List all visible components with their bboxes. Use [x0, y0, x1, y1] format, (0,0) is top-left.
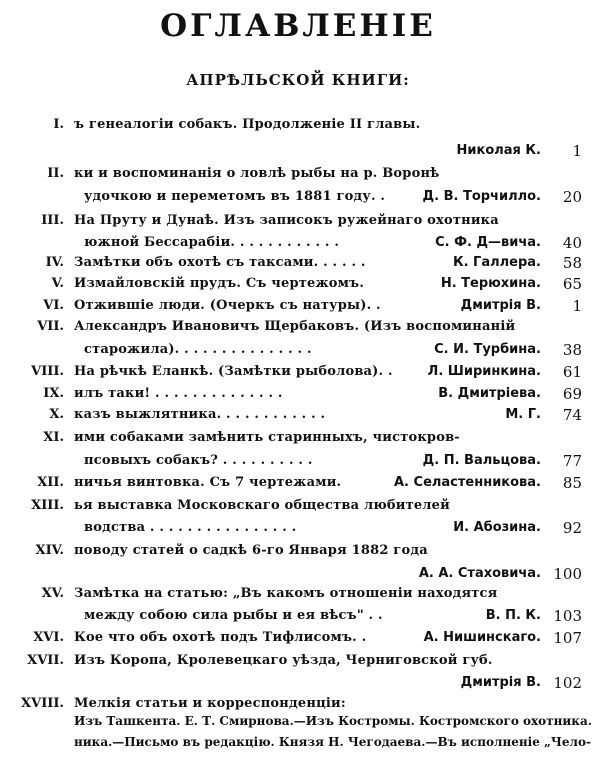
entry-author: Л. Ширинкина.	[427, 364, 541, 379]
entry-author: М. Г.	[505, 407, 541, 422]
entry-author: Николая К.	[456, 143, 541, 158]
entry-number: III.	[41, 213, 64, 228]
page-title: ОГЛАВЛЕНIЕ	[160, 8, 436, 44]
toc-entry	[0, 495, 596, 517]
entry-author: Д. П. Вальцова.	[422, 453, 541, 468]
entry-page-number: 61	[562, 363, 582, 381]
entry-author: А. Селастенникова.	[394, 475, 541, 490]
entry-page-number: 74	[562, 406, 582, 424]
toc-entry	[0, 650, 596, 672]
entry-author: Д. В. Торчилло.	[422, 189, 541, 204]
entry-number: XI.	[43, 430, 64, 445]
entry-page-number: 65	[562, 275, 582, 293]
entry-title: казъ выжлятника. . . . . . . . . . . .	[74, 407, 326, 422]
entry-author: В. Дмитрiева.	[438, 386, 541, 401]
toc-entry	[0, 427, 596, 449]
toc-entry	[0, 114, 596, 136]
toc-entry	[0, 295, 596, 317]
entry-title: старожила). . . . . . . . . . . . . . .	[84, 342, 312, 357]
entry-number: VII.	[37, 319, 64, 334]
entry-page-number: 107	[553, 629, 582, 647]
entry-title: Кое что объ охотѣ подъ Тифлисомъ. .	[74, 630, 367, 645]
entry-number: V.	[51, 276, 64, 291]
entry-author: Дмитрiя В.	[460, 298, 541, 313]
footer-line-1: Изъ Ташкента. Е. Т. Смирнова.—Изъ Костромы. Костромского охотника.	[74, 714, 592, 728]
entry-title: псовыхъ собакъ? . . . . . . . . . .	[84, 453, 313, 468]
toc-entry	[0, 540, 596, 562]
entry-title: Замѣтки объ охотѣ съ таксами. . . . . .	[74, 255, 366, 270]
entry-title: поводу статей о садкѣ 6-го Января 1882 года	[74, 543, 428, 558]
entry-title: ничья винтовка. Съ 7 чертежами.	[74, 475, 342, 490]
entry-number: VIII.	[31, 364, 64, 379]
toc-entry	[0, 450, 596, 472]
toc-entry	[0, 316, 596, 338]
entry-author: С. Ф. Д—вича.	[435, 235, 541, 250]
entry-title: между собою сила рыбы и ея вѣсъ" . .	[84, 608, 383, 623]
entry-author: Дмитрiя В.	[460, 675, 541, 690]
entry-number: XIV.	[35, 543, 64, 558]
toc-entry	[0, 404, 596, 426]
footer-line-2: ника.—Письмо въ редакцiю. Князя Н. Чегодаева.—Въ исполненiе „Чело-	[74, 735, 591, 749]
entry-title: Александръ Ивановичъ Щербаковъ. (Изъ воспоминанiй	[74, 319, 516, 334]
entry-title: ъ генеалогiи собакъ. Продолженiе II главы.	[74, 117, 421, 132]
entry-number: X.	[49, 407, 64, 422]
entry-title: ими собаками замѣнить старинныхъ, чистокров-	[74, 430, 460, 445]
toc-entry	[0, 383, 596, 405]
entry-title: Отжившiе люди. (Очеркъ съ натуры). .	[74, 298, 381, 313]
entry-title: Замѣтка на статью: „Въ какомъ отношенiи находятся	[74, 586, 498, 601]
page-subtitle: АПРѢЛЬСКОЙ КНИГИ:	[186, 71, 410, 89]
entry-page-number: 69	[562, 385, 582, 403]
entry-author: И. Абозина.	[453, 520, 541, 535]
entry-number: XVIII.	[21, 696, 64, 711]
entry-title: На рѣчкѣ Еланкѣ. (Замѣтки рыболова). .	[74, 364, 393, 379]
entry-number: II.	[47, 166, 64, 181]
entry-page-number: 102	[553, 674, 582, 692]
entry-page-number: 92	[562, 519, 582, 537]
entry-author: А. А. Стаховича.	[418, 566, 541, 581]
entry-title: южной Бессарабiи. . . . . . . . . . . .	[84, 235, 340, 250]
entry-author: А. Нишинскаго.	[423, 630, 541, 645]
entry-title: Измайловскiй прудъ. Съ чертежомъ.	[74, 276, 365, 291]
entry-number: IX.	[43, 386, 64, 401]
toc-entry	[0, 361, 596, 383]
entry-title: водства . . . . . . . . . . . . . . . .	[84, 520, 297, 535]
entry-page-number: 77	[562, 452, 582, 470]
toc-entry	[0, 605, 596, 627]
entry-page-number: 100	[553, 565, 582, 583]
entry-title: ья выставка Московскаго общества любителей	[74, 498, 450, 513]
entry-title: Мелкiя статьи и корреспонденцiи:	[74, 696, 346, 711]
entry-number: XVII.	[27, 653, 64, 668]
entry-author: В. П. К.	[485, 608, 541, 623]
toc-entry	[0, 583, 596, 605]
toc-entry	[0, 186, 596, 208]
toc-entry	[0, 163, 596, 185]
entry-title: На Пруту и Дунаѣ. Изъ записокъ ружейнаго охотника	[74, 213, 499, 228]
entry-number: XII.	[37, 475, 64, 490]
entry-page-number: 58	[562, 254, 582, 272]
entry-page-number: 1	[572, 142, 582, 160]
entry-number: VI.	[43, 298, 64, 313]
toc-entry	[0, 252, 596, 274]
entry-page-number: 38	[562, 341, 582, 359]
toc-entry	[0, 672, 596, 694]
toc-entry	[0, 563, 596, 585]
entry-title: илъ таки! . . . . . . . . . . . . . .	[74, 386, 283, 401]
entry-page-number: 40	[562, 234, 582, 252]
entry-page-number: 20	[562, 188, 582, 206]
toc-entry	[0, 210, 596, 232]
toc-entry	[0, 232, 596, 254]
entry-page-number: 103	[553, 607, 582, 625]
entry-author: К. Галлера.	[452, 255, 541, 270]
toc-entry	[0, 140, 596, 162]
toc-entry	[0, 517, 596, 539]
entry-number: IV.	[45, 255, 64, 270]
toc-entry	[0, 627, 596, 649]
entry-number: XVI.	[33, 630, 64, 645]
entry-number: I.	[53, 117, 64, 132]
entry-title: Изъ Коропа, Кролевецкаго уѣзда, Черниговской губ.	[74, 653, 493, 668]
entry-page-number: 1	[572, 297, 582, 315]
entry-number: XIII.	[31, 498, 64, 513]
entry-number: XV.	[41, 586, 64, 601]
entry-page-number: 85	[562, 474, 582, 492]
toc-entry	[0, 472, 596, 494]
entry-author: Н. Терюхина.	[440, 276, 541, 291]
toc-entry	[0, 339, 596, 361]
entry-author: С. И. Турбина.	[434, 342, 541, 357]
toc-entry	[0, 273, 596, 295]
entry-title: удочкою и переметомъ въ 1881 году. .	[84, 189, 386, 204]
entry-title: ки и воспоминанiя о ловлѣ рыбы на р. Воронѣ	[74, 166, 440, 181]
